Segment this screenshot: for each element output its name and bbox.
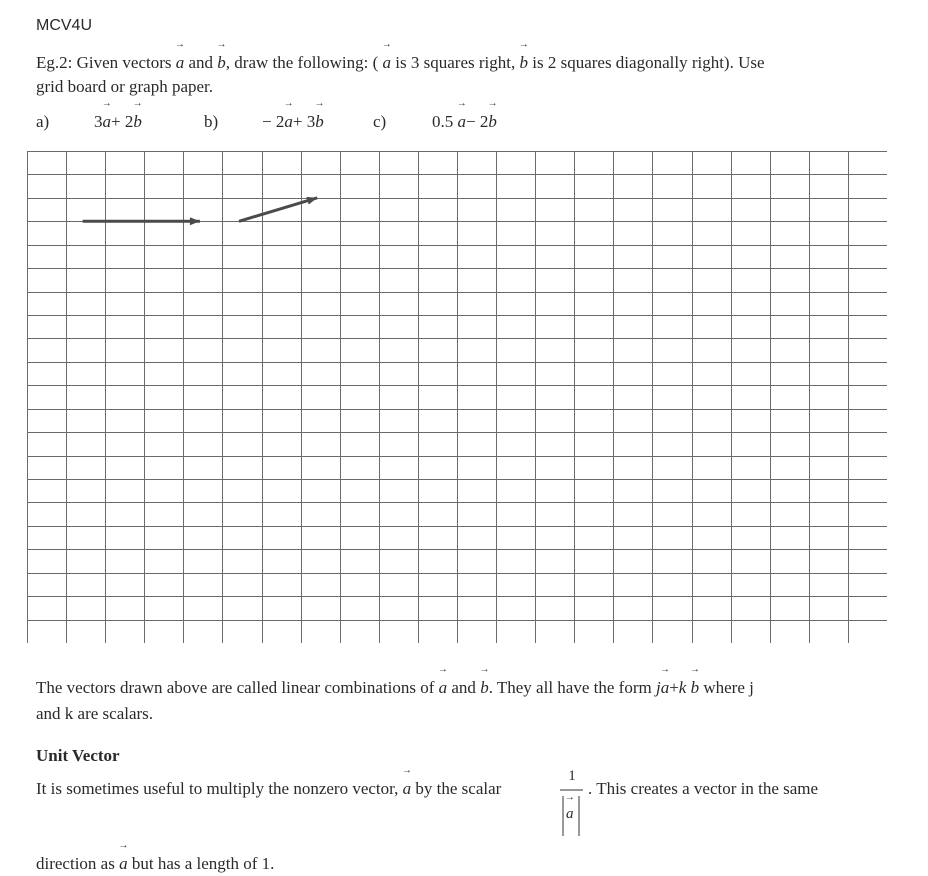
part-a (36, 112, 49, 132)
linear-combination-text: The vectors drawn above are called linear combinations of → a and → b. They all have the form j → a+k → b where j (36, 664, 754, 697)
part-b-expression: − 2 → a+ 3 → b (262, 98, 325, 131)
course-code: MCV4U (36, 17, 93, 34)
example-statement: Eg.2: Given vectors → a and → b, draw the following: ( → a is 3 squares right, → b is 2 squares diagonally right). Use (36, 39, 765, 72)
unit-vector-text-cont: . This creates a vector in the same (588, 779, 819, 798)
part-label: b) (204, 112, 219, 131)
unit-vector-text-line2: direction as → a but has a length of 1. (36, 840, 275, 873)
scalar-denominator-magnitude: → a (564, 792, 575, 822)
part-a-expression: 3 → a+ 2 → b (94, 98, 143, 131)
grid-lines (27, 151, 887, 643)
part-b (204, 112, 218, 132)
part-c (373, 112, 386, 132)
vector-b (239, 198, 317, 221)
part-label: c) (373, 112, 387, 131)
scalar-numerator: 1 (568, 768, 576, 784)
unit-vector-text: It is sometimes useful to multiply the nonzero vector, → a by the scalar (36, 765, 502, 798)
vector-b-arrowhead (306, 197, 317, 205)
part-c-expression: 0.5 → a− 2 → b (432, 98, 498, 131)
vector-a-arrowhead (190, 217, 200, 225)
section-heading: Unit Vector (36, 746, 120, 765)
linear-combination-text-line2: and k are scalars. (36, 704, 154, 723)
part-label: a) (36, 112, 50, 131)
graph-grid (27, 151, 887, 643)
example-statement-line2: grid board or graph paper. (36, 77, 214, 96)
